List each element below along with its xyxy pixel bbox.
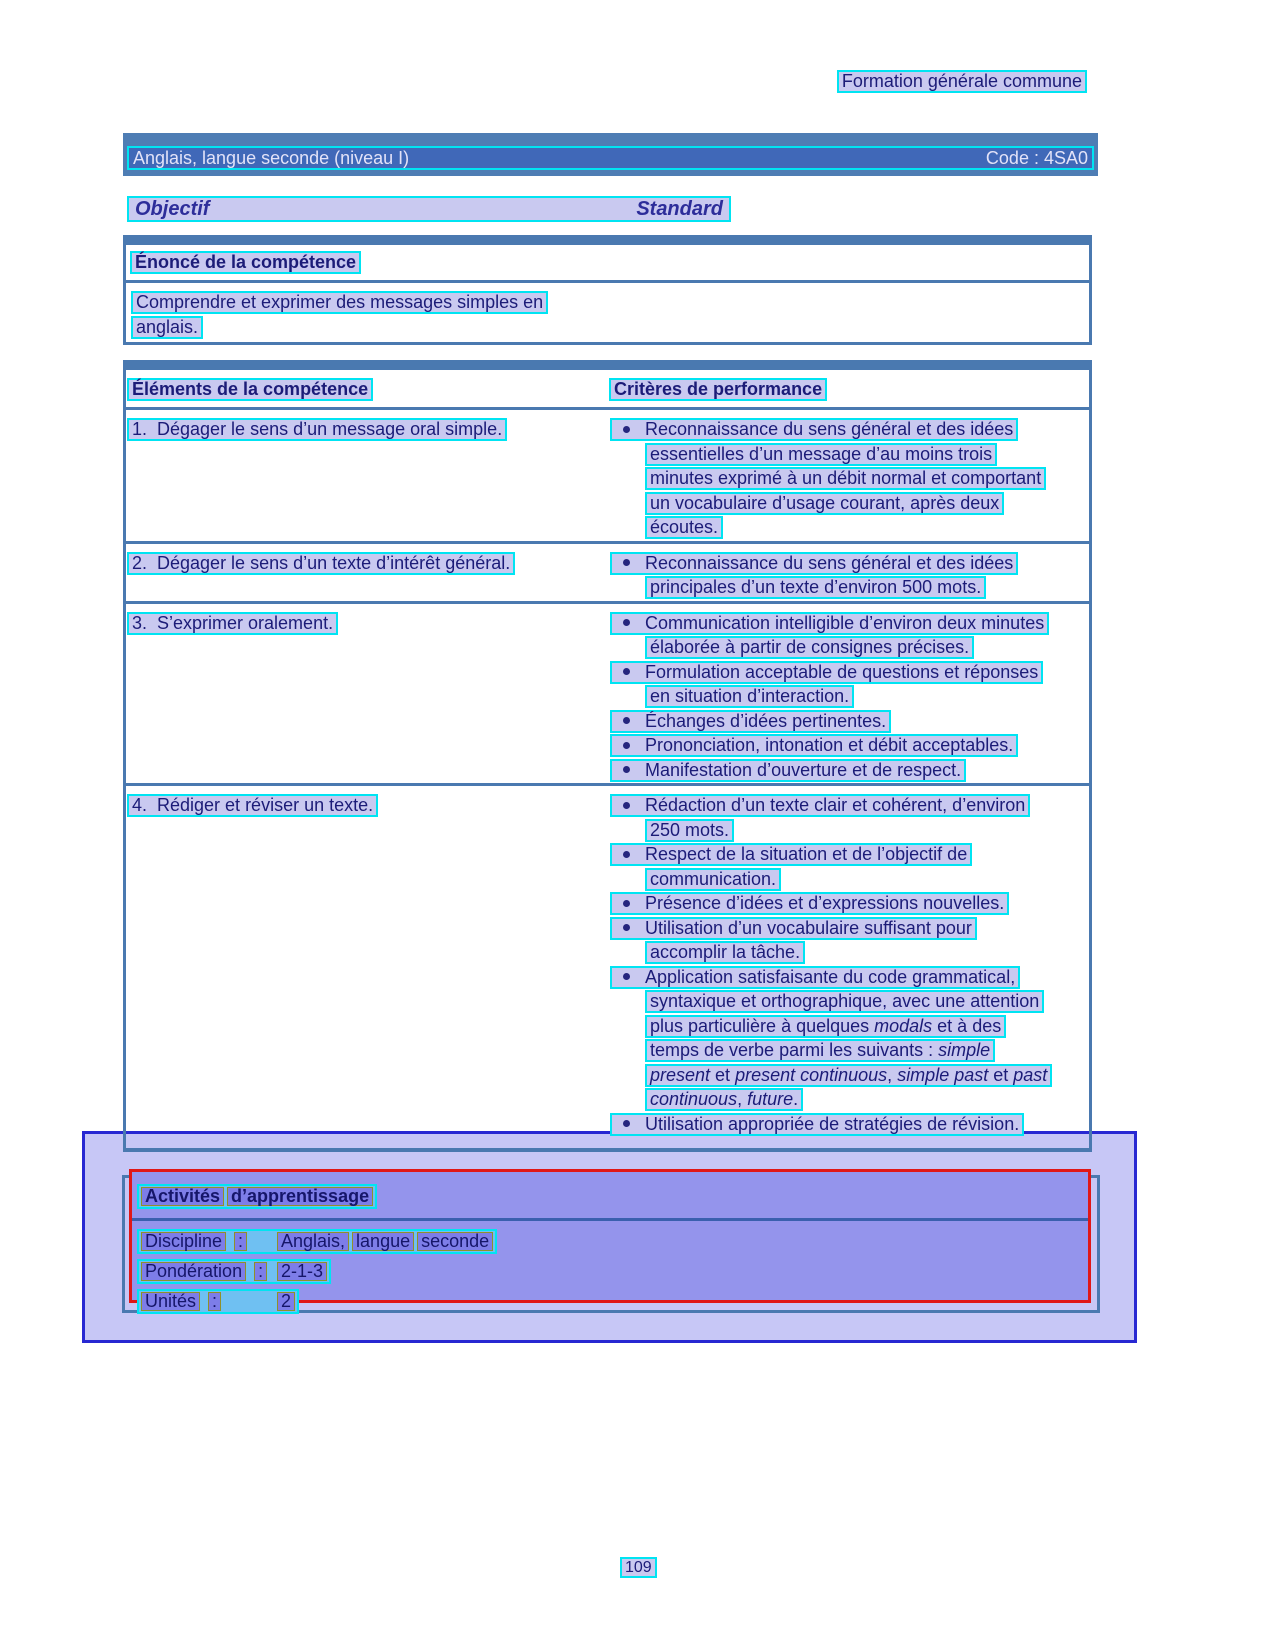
bullet-icon <box>623 973 630 980</box>
criteria-text: principales d’un texte d’environ 500 mots. <box>645 576 986 599</box>
criteria-text: un vocabulaire d’usage courant, après deux <box>645 492 1004 515</box>
criteria-line <box>609 868 1089 891</box>
criteres-header: Critères de performance <box>609 378 827 401</box>
criteria-line <box>609 516 1089 539</box>
criteria-text: écoutes. <box>645 516 723 539</box>
element-line <box>126 794 609 817</box>
element-text: 1. Dégager le sens d’un message oral simple. <box>127 418 507 441</box>
activites-fields <box>132 1221 1088 1314</box>
criteria-line <box>609 552 1089 575</box>
enonce-text-line: anglais. <box>131 316 203 339</box>
criteria-text: élaborée à partir de consignes précises. <box>645 636 974 659</box>
table-row <box>126 544 1089 601</box>
criteria-text: 250 mots. <box>645 819 734 842</box>
field-colon: : <box>208 1292 221 1311</box>
table-row <box>126 786 1089 1137</box>
criteria-line <box>609 941 1089 964</box>
field-value-word: seconde <box>417 1232 493 1251</box>
bullet-icon <box>623 742 630 749</box>
criteria-line <box>609 418 1089 441</box>
bullet-icon <box>623 802 630 809</box>
enonce-line <box>130 316 1085 339</box>
bullet-icon <box>623 1120 630 1127</box>
activites-heading-word: d’apprentissage <box>227 1187 373 1206</box>
element-line <box>126 418 609 441</box>
criteria-text: Reconnaissance du sens général et des idées <box>610 418 1018 441</box>
criteria-text: plus particulière à quelques modals et à des <box>645 1015 1006 1038</box>
criteria-text: communication. <box>645 868 781 891</box>
enonce-heading: Énoncé de la compétence <box>130 251 361 274</box>
competence-table-bottom-border <box>123 1148 1092 1152</box>
criteria-line <box>609 843 1089 866</box>
criteria-text: accomplir la tâche. <box>645 941 805 964</box>
element-text: 2. Dégager le sens d’un texte d’intérêt général. <box>127 552 515 575</box>
activites-field <box>137 1259 1083 1284</box>
criteria-line <box>609 990 1089 1013</box>
activites-heading-word: Activités <box>141 1187 224 1206</box>
field-value-word: Anglais, <box>277 1232 349 1251</box>
criteria-line <box>609 710 1089 733</box>
field-value-word: langue <box>352 1232 414 1251</box>
competence-header-row <box>126 370 1089 407</box>
bullet-icon <box>623 924 630 931</box>
criteria-text: Respect de la situation et de l’objectif de <box>610 843 972 866</box>
activites-heading-row <box>132 1172 1088 1218</box>
criteria-line <box>609 612 1089 635</box>
elements-header: Éléments de la compétence <box>127 378 373 401</box>
element-text: 4. Rédiger et réviser un texte. <box>127 794 378 817</box>
activites-field-line <box>137 1289 299 1314</box>
criteria-line <box>609 1064 1089 1087</box>
criteria-line <box>609 636 1089 659</box>
elements-header-cell <box>126 378 609 401</box>
element-cell <box>126 418 609 541</box>
criteria-line <box>609 966 1089 989</box>
enonce-body <box>126 283 1089 342</box>
criteria-text: Utilisation d’un vocabulaire suffisant pour <box>610 917 977 940</box>
element-line <box>126 552 609 575</box>
criteria-cell <box>609 612 1089 784</box>
criteria-text: Application satisfaisante du code grammatical, <box>610 966 1020 989</box>
field-value-word: 2 <box>277 1292 295 1311</box>
table-row <box>126 410 1089 541</box>
criteria-text: continuous, future. <box>645 1088 803 1111</box>
criteria-line <box>609 467 1089 490</box>
section-heading-row <box>127 196 731 222</box>
field-label-column <box>141 1292 277 1311</box>
criteria-text: Utilisation appropriée de stratégies de révision. <box>610 1113 1024 1136</box>
activites-panel <box>82 1131 1137 1343</box>
criteria-line <box>609 917 1089 940</box>
element-cell <box>126 552 609 601</box>
activites-heading-line <box>137 1184 377 1209</box>
activites-field-line <box>137 1259 331 1284</box>
criteria-line <box>609 1015 1089 1038</box>
field-colon: : <box>234 1232 247 1251</box>
element-cell <box>126 794 609 1137</box>
criteria-text: present et present continuous, simple past et past <box>645 1064 1052 1087</box>
competence-rows <box>126 410 1089 1137</box>
bullet-icon <box>623 851 630 858</box>
element-cell <box>126 612 609 784</box>
criteria-text: Communication intelligible d’environ deux minutes <box>610 612 1049 635</box>
running-header <box>837 70 1087 93</box>
criteria-line <box>609 734 1089 757</box>
criteria-text: Manifestation d’ouverture et de respect. <box>610 759 966 782</box>
element-line <box>126 612 609 635</box>
field-label-column <box>141 1232 277 1251</box>
criteria-text: Échanges d’idées pertinentes. <box>610 710 891 733</box>
criteria-text: minutes exprimé à un débit normal et comportant <box>645 467 1046 490</box>
criteria-cell <box>609 552 1089 601</box>
bullet-icon <box>623 717 630 724</box>
activites-box <box>129 1169 1091 1311</box>
field-value-word: 2-1-3 <box>277 1262 327 1281</box>
field-label: Discipline <box>141 1232 226 1251</box>
course-title-line <box>127 146 1094 170</box>
table-row <box>126 604 1089 784</box>
bullet-icon <box>623 900 630 907</box>
criteria-line <box>609 443 1089 466</box>
course-code: Code : 4SA0 <box>985 148 1088 168</box>
criteria-line <box>609 1088 1089 1111</box>
criteria-line <box>609 576 1089 599</box>
enonce-header-row <box>126 245 1089 280</box>
criteria-text: Formulation acceptable de questions et réponses <box>610 661 1043 684</box>
field-label-column <box>141 1262 277 1281</box>
activites-field <box>137 1289 1083 1314</box>
criteria-line <box>609 661 1089 684</box>
bullet-icon <box>623 619 630 626</box>
criteres-header-cell <box>609 378 1089 401</box>
criteria-text: Reconnaissance du sens général et des idées <box>610 552 1018 575</box>
field-label: Unités <box>141 1292 200 1311</box>
criteria-line <box>609 492 1089 515</box>
criteria-line <box>609 1113 1089 1136</box>
field-label: Pondération <box>141 1262 246 1281</box>
page-number <box>620 1557 657 1578</box>
criteria-line <box>609 759 1089 782</box>
enonce-text-line: Comprendre et exprimer des messages simples en <box>131 291 548 314</box>
objectif-heading: Objectif <box>135 197 210 220</box>
criteria-line <box>609 892 1089 915</box>
criteria-text: Prononciation, intonation et débit acceptables. <box>610 734 1018 757</box>
enonce-table <box>123 235 1092 345</box>
criteria-text: syntaxique et orthographique, avec une attention <box>645 990 1044 1013</box>
criteria-line <box>609 819 1089 842</box>
bullet-icon <box>623 559 630 566</box>
bullet-icon <box>623 766 630 773</box>
criteria-text: essentielles d’un message d’au moins trois <box>645 443 997 466</box>
criteria-cell <box>609 418 1089 541</box>
criteria-line <box>609 685 1089 708</box>
criteria-text: Rédaction d’un texte clair et cohérent, d’environ <box>610 794 1030 817</box>
criteria-text: Présence d’idées et d’expressions nouvelles. <box>610 892 1009 915</box>
element-text: 3. S’exprimer oralement. <box>127 612 338 635</box>
criteria-line <box>609 1039 1089 1062</box>
standard-heading: Standard <box>636 197 723 220</box>
course-title-bar <box>123 133 1098 176</box>
competence-table <box>123 360 1092 1152</box>
enonce-line <box>130 291 1085 314</box>
criteria-line <box>609 794 1089 817</box>
field-colon: : <box>254 1262 267 1281</box>
course-title: Anglais, langue seconde (niveau I) <box>133 148 410 168</box>
criteria-text: en situation d’interaction. <box>645 685 854 708</box>
running-header-text: Formation générale commune <box>837 70 1087 93</box>
bullet-icon <box>623 426 630 433</box>
bullet-icon <box>623 668 630 675</box>
page-number-text: 109 <box>620 1557 657 1578</box>
criteria-cell <box>609 794 1089 1137</box>
criteria-text: temps de verbe parmi les suivants : simple <box>645 1039 995 1062</box>
activites-field <box>137 1229 1083 1254</box>
activites-field-line <box>137 1229 497 1254</box>
